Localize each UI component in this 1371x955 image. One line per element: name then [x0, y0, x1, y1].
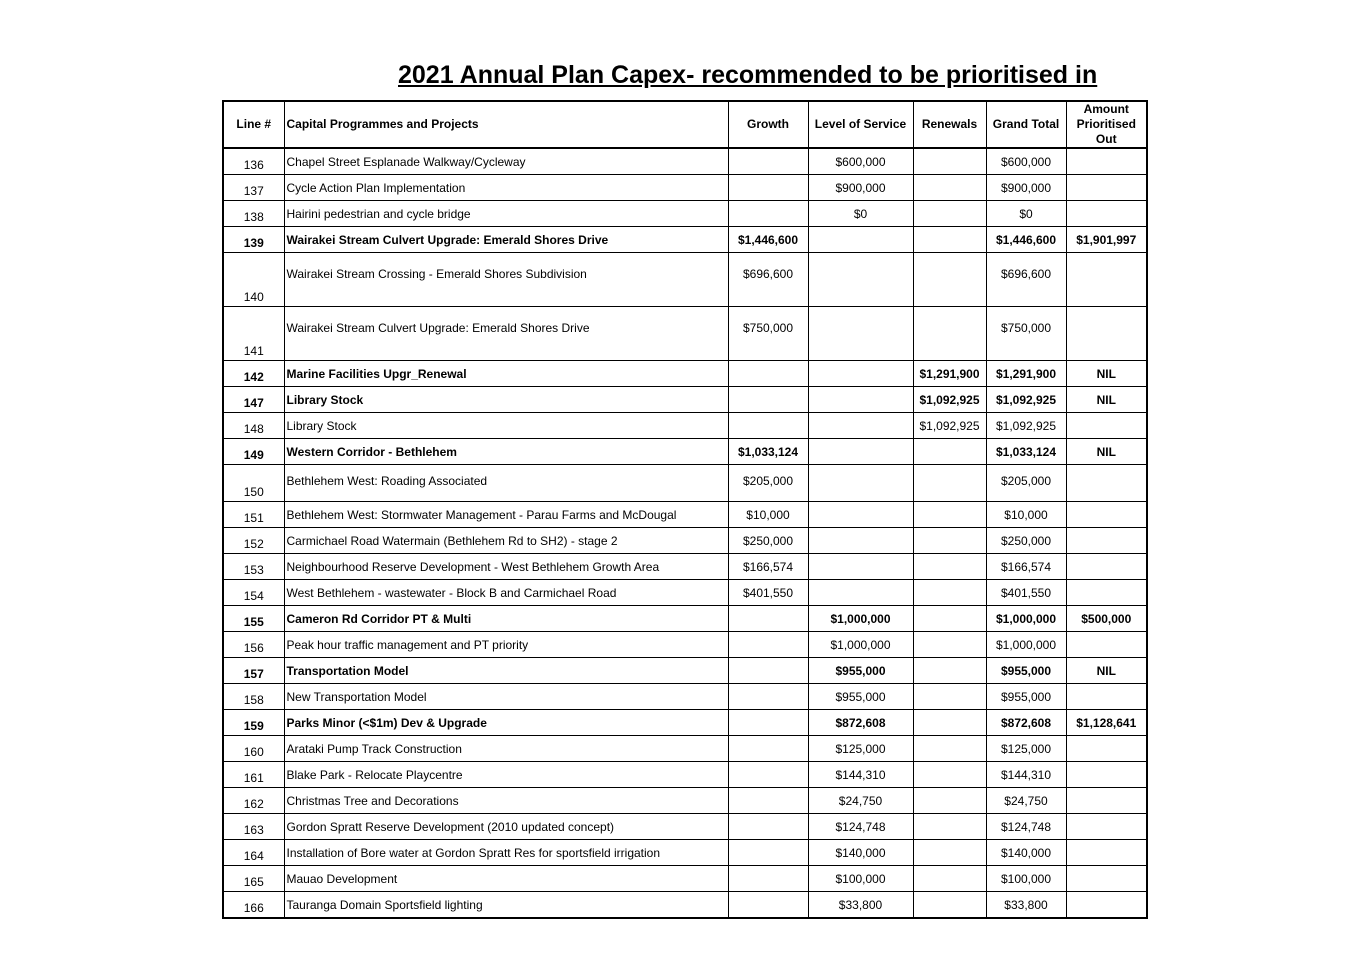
cell-line: 139	[223, 227, 284, 253]
table-row	[223, 632, 1147, 658]
cell-amount-prioritised-out: $1,128,641	[1066, 710, 1147, 736]
table-row	[223, 892, 1147, 919]
cell-amount-prioritised-out	[1066, 814, 1147, 840]
cell-amount-prioritised-out	[1066, 528, 1147, 554]
cell-line: 153	[223, 554, 284, 580]
header-name: Capital Programmes and Projects	[284, 101, 728, 148]
cell-growth: $250,000	[728, 528, 808, 554]
cell-grand-total: $1,000,000	[986, 606, 1066, 632]
table-row	[223, 580, 1147, 606]
page-title: 2021 Annual Plan Capex- recommended to be prioritised in	[398, 61, 1098, 89]
cell-project-name: Gordon Spratt Reserve Development (2010 updated concept)	[284, 814, 728, 840]
cell-level-of-service: $124,748	[808, 814, 913, 840]
cell-level-of-service: $24,750	[808, 788, 913, 814]
cell-line: 137	[223, 175, 284, 201]
cell-line: 158	[223, 684, 284, 710]
cell-amount-prioritised-out: $500,000	[1066, 606, 1147, 632]
cell-line: 157	[223, 658, 284, 684]
cell-growth	[728, 632, 808, 658]
cell-level-of-service	[808, 361, 913, 387]
table-row	[223, 413, 1147, 439]
cell-growth	[728, 606, 808, 632]
cell-amount-prioritised-out	[1066, 840, 1147, 866]
table-row	[223, 307, 1147, 361]
cell-growth	[728, 788, 808, 814]
cell-level-of-service: $1,000,000	[808, 632, 913, 658]
table-row	[223, 201, 1147, 227]
cell-amount-prioritised-out	[1066, 736, 1147, 762]
table-row	[223, 710, 1147, 736]
cell-amount-prioritised-out: NIL	[1066, 439, 1147, 465]
table-row	[223, 866, 1147, 892]
cell-grand-total: $955,000	[986, 684, 1066, 710]
cell-level-of-service	[808, 554, 913, 580]
table-row	[223, 606, 1147, 632]
table-row	[223, 528, 1147, 554]
table-row	[223, 658, 1147, 684]
cell-line: 152	[223, 528, 284, 554]
cell-growth	[728, 736, 808, 762]
cell-grand-total: $125,000	[986, 736, 1066, 762]
cell-renewals	[913, 227, 986, 253]
cell-project-name: Hairini pedestrian and cycle bridge	[284, 201, 728, 227]
table-body	[223, 148, 1147, 918]
cell-amount-prioritised-out	[1066, 554, 1147, 580]
cell-growth	[728, 866, 808, 892]
cell-line: 163	[223, 814, 284, 840]
cell-project-name: Wairakei Stream Crossing - Emerald Shores Subdivision	[284, 253, 728, 307]
cell-renewals	[913, 148, 986, 175]
cell-level-of-service	[808, 528, 913, 554]
cell-amount-prioritised-out: NIL	[1066, 361, 1147, 387]
cell-renewals	[913, 788, 986, 814]
cell-line: 166	[223, 892, 284, 919]
table-row	[223, 788, 1147, 814]
table-row	[223, 684, 1147, 710]
cell-level-of-service: $1,000,000	[808, 606, 913, 632]
cell-line: 150	[223, 465, 284, 502]
cell-grand-total: $750,000	[986, 307, 1066, 361]
cell-project-name: Tauranga Domain Sportsfield lighting	[284, 892, 728, 919]
cell-growth	[728, 387, 808, 413]
cell-grand-total: $33,800	[986, 892, 1066, 919]
cell-project-name: New Transportation Model	[284, 684, 728, 710]
cell-amount-prioritised-out	[1066, 307, 1147, 361]
cell-project-name: West Bethlehem - wastewater - Block B and Carmichael Road	[284, 580, 728, 606]
table-row	[223, 554, 1147, 580]
cell-level-of-service	[808, 307, 913, 361]
cell-grand-total: $872,608	[986, 710, 1066, 736]
table-row	[223, 387, 1147, 413]
cell-line: 156	[223, 632, 284, 658]
table-row	[223, 148, 1147, 175]
cell-line: 142	[223, 361, 284, 387]
cell-project-name: Cycle Action Plan Implementation	[284, 175, 728, 201]
cell-renewals	[913, 465, 986, 502]
cell-line: 162	[223, 788, 284, 814]
header-growth: Growth	[728, 101, 808, 148]
cell-project-name: Western Corridor - Bethlehem	[284, 439, 728, 465]
cell-growth	[728, 892, 808, 919]
cell-level-of-service: $144,310	[808, 762, 913, 788]
cell-renewals	[913, 175, 986, 201]
cell-grand-total: $250,000	[986, 528, 1066, 554]
cell-renewals: $1,092,925	[913, 413, 986, 439]
cell-grand-total: $100,000	[986, 866, 1066, 892]
header-amount-prioritised-out: Amount Prioritised Out	[1066, 101, 1147, 148]
cell-growth	[728, 413, 808, 439]
cell-growth	[728, 840, 808, 866]
cell-level-of-service: $955,000	[808, 684, 913, 710]
cell-project-name: Chapel Street Esplanade Walkway/Cycleway	[284, 148, 728, 175]
cell-grand-total: $0	[986, 201, 1066, 227]
cell-level-of-service	[808, 387, 913, 413]
table-row	[223, 253, 1147, 307]
cell-growth	[728, 762, 808, 788]
cell-renewals	[913, 736, 986, 762]
cell-level-of-service: $100,000	[808, 866, 913, 892]
table-row	[223, 840, 1147, 866]
cell-line: 154	[223, 580, 284, 606]
cell-renewals	[913, 710, 986, 736]
cell-grand-total: $1,291,900	[986, 361, 1066, 387]
cell-project-name: Parks Minor (<$1m) Dev & Upgrade	[284, 710, 728, 736]
cell-grand-total: $900,000	[986, 175, 1066, 201]
cell-amount-prioritised-out	[1066, 413, 1147, 439]
cell-renewals	[913, 201, 986, 227]
cell-project-name: Wairakei Stream Culvert Upgrade: Emerald Shores Drive	[284, 227, 728, 253]
cell-project-name: Installation of Bore water at Gordon Spratt Res for sportsfield irrigation	[284, 840, 728, 866]
cell-amount-prioritised-out	[1066, 201, 1147, 227]
cell-renewals	[913, 580, 986, 606]
cell-growth	[728, 814, 808, 840]
cell-renewals	[913, 307, 986, 361]
cell-level-of-service: $0	[808, 201, 913, 227]
cell-renewals	[913, 606, 986, 632]
table-row	[223, 361, 1147, 387]
cell-line: 138	[223, 201, 284, 227]
cell-level-of-service: $600,000	[808, 148, 913, 175]
cell-renewals	[913, 762, 986, 788]
table-row	[223, 465, 1147, 502]
cell-grand-total: $24,750	[986, 788, 1066, 814]
cell-level-of-service: $125,000	[808, 736, 913, 762]
cell-renewals	[913, 892, 986, 919]
cell-project-name: Marine Facilities Upgr_Renewal	[284, 361, 728, 387]
cell-project-name: Transportation Model	[284, 658, 728, 684]
cell-growth	[728, 361, 808, 387]
table-row	[223, 762, 1147, 788]
cell-grand-total: $401,550	[986, 580, 1066, 606]
cell-grand-total: $600,000	[986, 148, 1066, 175]
cell-growth: $205,000	[728, 465, 808, 502]
cell-renewals	[913, 814, 986, 840]
cell-project-name: Christmas Tree and Decorations	[284, 788, 728, 814]
cell-project-name: Blake Park - Relocate Playcentre	[284, 762, 728, 788]
cell-growth: $1,033,124	[728, 439, 808, 465]
cell-amount-prioritised-out	[1066, 684, 1147, 710]
cell-grand-total: $1,446,600	[986, 227, 1066, 253]
table-row	[223, 736, 1147, 762]
header-row	[223, 101, 1147, 148]
cell-grand-total: $144,310	[986, 762, 1066, 788]
cell-project-name: Mauao Development	[284, 866, 728, 892]
cell-growth: $750,000	[728, 307, 808, 361]
cell-renewals	[913, 253, 986, 307]
cell-renewals	[913, 866, 986, 892]
cell-level-of-service	[808, 439, 913, 465]
cell-level-of-service	[808, 580, 913, 606]
cell-project-name: Peak hour traffic management and PT priority	[284, 632, 728, 658]
cell-line: 149	[223, 439, 284, 465]
cell-amount-prioritised-out: $1,901,997	[1066, 227, 1147, 253]
cell-level-of-service	[808, 227, 913, 253]
cell-line: 151	[223, 502, 284, 528]
table-row	[223, 227, 1147, 253]
cell-level-of-service: $33,800	[808, 892, 913, 919]
cell-amount-prioritised-out	[1066, 866, 1147, 892]
header-line: Line #	[223, 101, 284, 148]
cell-project-name: Library Stock	[284, 387, 728, 413]
cell-project-name: Arataki Pump Track Construction	[284, 736, 728, 762]
cell-grand-total: $955,000	[986, 658, 1066, 684]
cell-project-name: Neighbourhood Reserve Development - West Bethlehem Growth Area	[284, 554, 728, 580]
cell-line: 155	[223, 606, 284, 632]
cell-amount-prioritised-out	[1066, 788, 1147, 814]
cell-line: 148	[223, 413, 284, 439]
cell-level-of-service	[808, 413, 913, 439]
cell-growth	[728, 710, 808, 736]
cell-level-of-service	[808, 465, 913, 502]
cell-project-name: Wairakei Stream Culvert Upgrade: Emerald Shores Drive	[284, 307, 728, 361]
cell-growth	[728, 175, 808, 201]
cell-growth	[728, 658, 808, 684]
cell-amount-prioritised-out	[1066, 892, 1147, 919]
cell-project-name: Library Stock	[284, 413, 728, 439]
cell-line: 147	[223, 387, 284, 413]
table-row	[223, 175, 1147, 201]
table-row	[223, 814, 1147, 840]
cell-line: 160	[223, 736, 284, 762]
cell-line: 159	[223, 710, 284, 736]
cell-amount-prioritised-out: NIL	[1066, 658, 1147, 684]
cell-project-name: Bethlehem West: Stormwater Management - Parau Farms and McDougal	[284, 502, 728, 528]
cell-growth: $401,550	[728, 580, 808, 606]
cell-amount-prioritised-out	[1066, 253, 1147, 307]
cell-level-of-service: $140,000	[808, 840, 913, 866]
cell-renewals: $1,291,900	[913, 361, 986, 387]
cell-project-name: Bethlehem West: Roading Associated	[284, 465, 728, 502]
cell-line: 161	[223, 762, 284, 788]
header-level-of-service: Level of Service	[808, 101, 913, 148]
cell-grand-total: $124,748	[986, 814, 1066, 840]
cell-renewals	[913, 502, 986, 528]
cell-grand-total: $1,092,925	[986, 387, 1066, 413]
cell-renewals	[913, 554, 986, 580]
cell-amount-prioritised-out	[1066, 762, 1147, 788]
cell-grand-total: $166,574	[986, 554, 1066, 580]
cell-renewals	[913, 632, 986, 658]
capex-table	[222, 100, 1148, 919]
cell-grand-total: $140,000	[986, 840, 1066, 866]
cell-renewals	[913, 840, 986, 866]
cell-growth: $166,574	[728, 554, 808, 580]
cell-amount-prioritised-out	[1066, 632, 1147, 658]
cell-line: 136	[223, 148, 284, 175]
cell-renewals: $1,092,925	[913, 387, 986, 413]
cell-growth	[728, 201, 808, 227]
table-row	[223, 439, 1147, 465]
cell-level-of-service: $900,000	[808, 175, 913, 201]
cell-grand-total: $1,000,000	[986, 632, 1066, 658]
cell-grand-total: $696,600	[986, 253, 1066, 307]
cell-project-name: Cameron Rd Corridor PT & Multi	[284, 606, 728, 632]
cell-project-name: Carmichael Road Watermain (Bethlehem Rd to SH2) - stage 2	[284, 528, 728, 554]
cell-grand-total: $205,000	[986, 465, 1066, 502]
table-row	[223, 502, 1147, 528]
cell-amount-prioritised-out	[1066, 465, 1147, 502]
header-grand-total: Grand Total	[986, 101, 1066, 148]
cell-line: 140	[223, 253, 284, 307]
cell-level-of-service: $955,000	[808, 658, 913, 684]
cell-growth: $696,600	[728, 253, 808, 307]
cell-line: 141	[223, 307, 284, 361]
cell-level-of-service: $872,608	[808, 710, 913, 736]
cell-level-of-service	[808, 253, 913, 307]
cell-amount-prioritised-out	[1066, 580, 1147, 606]
cell-renewals	[913, 439, 986, 465]
cell-amount-prioritised-out: NIL	[1066, 387, 1147, 413]
cell-renewals	[913, 684, 986, 710]
cell-growth: $10,000	[728, 502, 808, 528]
cell-renewals	[913, 658, 986, 684]
cell-amount-prioritised-out	[1066, 148, 1147, 175]
cell-grand-total: $1,033,124	[986, 439, 1066, 465]
cell-line: 164	[223, 840, 284, 866]
cell-growth	[728, 684, 808, 710]
cell-amount-prioritised-out	[1066, 502, 1147, 528]
cell-line: 165	[223, 866, 284, 892]
cell-amount-prioritised-out	[1066, 175, 1147, 201]
cell-level-of-service	[808, 502, 913, 528]
cell-grand-total: $1,092,925	[986, 413, 1066, 439]
cell-grand-total: $10,000	[986, 502, 1066, 528]
cell-growth: $1,446,600	[728, 227, 808, 253]
cell-growth	[728, 148, 808, 175]
header-renewals: Renewals	[913, 101, 986, 148]
cell-renewals	[913, 528, 986, 554]
